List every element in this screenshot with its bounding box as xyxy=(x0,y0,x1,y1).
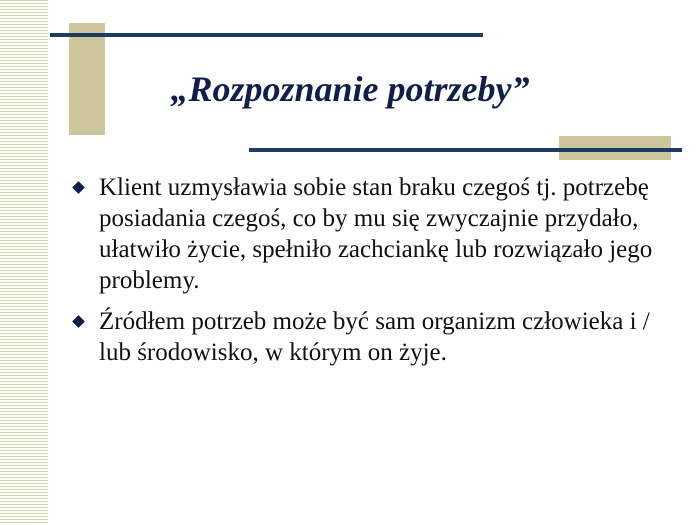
diamond-bullet-icon xyxy=(72,315,85,328)
bullet-item xyxy=(74,172,674,296)
bullet-text: Klient uzmysławia sobie stan braku czegoś tj. potrzebę posiadania czegoś, co by mu się zwyczajnie przydało, ułatwiło życie, spełniło zachciankę lub rozwiązało jego problemy. xyxy=(99,174,653,294)
bullet-text: Źródłem potrzeb może być sam organizm człowieka i / lub środowisko, w którym on żyje. xyxy=(99,308,650,366)
bullet-item xyxy=(74,306,674,368)
diamond-bullet-icon xyxy=(72,181,85,194)
decorative-line-bottom xyxy=(249,148,682,152)
bullet-list xyxy=(74,172,674,378)
slide-title: „Rozpoznanie potrzeby” xyxy=(170,69,530,109)
decorative-block-top xyxy=(69,23,105,135)
left-striped-border xyxy=(0,0,48,525)
decorative-line-top xyxy=(50,33,483,37)
